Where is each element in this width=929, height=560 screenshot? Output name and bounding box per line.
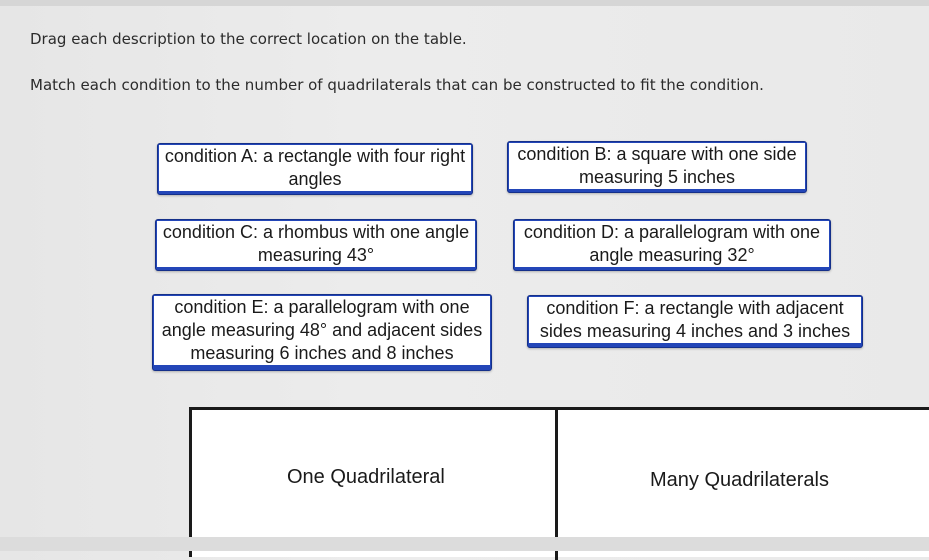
tile-label: condition A: a rectangle with four right angles xyxy=(159,145,471,191)
tile-label: condition F: a rectangle with adjacent sides measuring 4 inches and 3 inches xyxy=(529,297,861,343)
draggable-tile-condition-e[interactable] xyxy=(152,294,492,371)
top-edge-divider xyxy=(0,0,929,6)
bottom-scroll-band xyxy=(0,537,929,551)
draggable-tile-condition-b[interactable] xyxy=(507,141,807,193)
column-header-many-quadrilaterals: Many Quadrilaterals xyxy=(650,469,829,491)
instruction-drag: Drag each description to the correct location on the table. xyxy=(30,30,467,48)
instruction-match: Match each condition to the number of quadrilaterals that can be constructed to fit the condition. xyxy=(30,76,764,94)
tile-label: condition C: a rhombus with one angle measuring 43° xyxy=(157,221,475,267)
draggable-tile-condition-d[interactable] xyxy=(513,219,831,271)
tile-label: condition B: a square with one side measuring 5 inches xyxy=(509,143,805,189)
tile-label: condition D: a parallelogram with one angle measuring 32° xyxy=(515,221,829,267)
draggable-tile-condition-c[interactable] xyxy=(155,219,477,271)
drop-table xyxy=(189,407,929,557)
draggable-tile-condition-f[interactable] xyxy=(527,295,863,348)
column-header-one-quadrilateral: One Quadrilateral xyxy=(287,466,445,488)
tile-label: condition E: a parallelogram with one angle measuring 48° and adjacent sides measuring 6 inches and 8 inches xyxy=(154,296,490,365)
draggable-tile-condition-a[interactable] xyxy=(157,143,473,195)
